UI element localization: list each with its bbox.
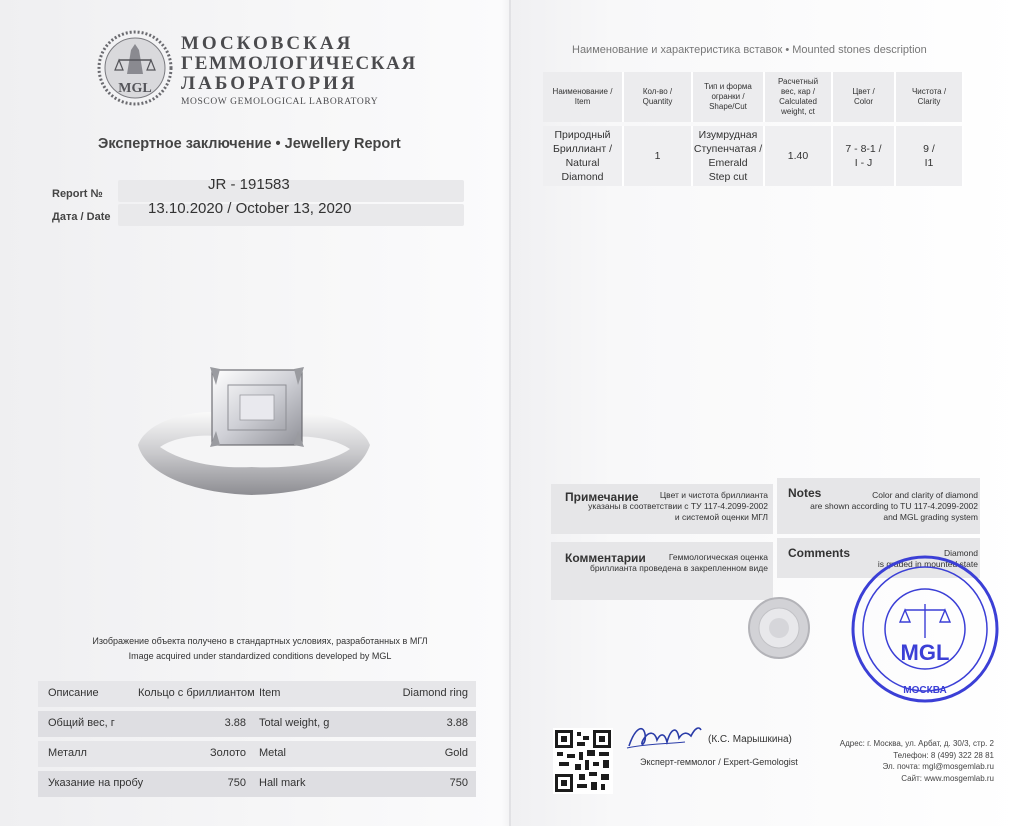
signer-role: Эксперт-геммолог / Expert-Gemologist: [640, 757, 798, 767]
report-title: Экспертное заключение • Jewellery Report: [98, 136, 401, 152]
image-caption-ru: Изображение объекта получено в стандартных условиях, разработанных в МГЛ: [92, 636, 428, 646]
notes-en-text: Color and clarity of diamond are shown according to TU 117-4.2099-2002 and MGL grading system: [810, 490, 978, 523]
stones-title: Наименование и характеристика вставок • Mounted stones description: [572, 44, 927, 56]
stones-cell-quantity: 1: [624, 126, 693, 186]
notes-ru-text: Цвет и чистота бриллианта указаны в соответствии с ТУ 117-4.2099-2002 и системой оценки МГЛ: [588, 490, 768, 523]
stones-cell-weight: 1.40: [765, 126, 833, 186]
report-date-label: Дата / Date: [52, 211, 111, 223]
item-row-metal: Металл Золото Metal Gold: [38, 741, 476, 767]
report-date-value: 13.10.2020 / October 13, 2020: [148, 200, 352, 217]
mgl-stamp-icon: [850, 548, 1000, 710]
stones-header-item: Наименование / Item: [543, 72, 624, 122]
stones-header-weight: Расчетный вес, кар / Calculated weight, ct: [765, 72, 833, 122]
comments-en-head: Comments: [788, 546, 851, 560]
item-row-hallmark: Указание на пробу 750 Hall mark 750: [38, 771, 476, 797]
stones-cell-shape: Изумрудная Ступенчатая / Emerald Step cut: [693, 126, 765, 186]
signer-name: (К.С. Марышкина): [708, 734, 792, 745]
stones-header-quantity: Кол-во / Quantity: [624, 72, 693, 122]
svg-text:МОСКВА: МОСКВА: [903, 685, 947, 696]
report-number-band: [118, 180, 464, 202]
report-number-value: JR - 191583: [208, 176, 290, 193]
item-row-weight: Общий вес, г 3.88 Total weight, g 3.88: [38, 711, 476, 737]
lab-name-ru-line2: ГЕММОЛОГИЧЕСКАЯ: [181, 53, 417, 74]
signature-icon: [625, 718, 705, 754]
notes-en-head: Notes: [788, 486, 822, 500]
qr-code-icon: [553, 728, 613, 794]
notes-ru-head: Примечание: [565, 490, 639, 504]
ring-image: [130, 355, 375, 505]
stones-cell-clarity: 9 / I1: [896, 126, 964, 186]
report-number-label: Report №: [52, 188, 103, 200]
image-caption-en: Image acquired under standardized conditions developed by MGL: [128, 651, 392, 661]
lab-name-en: MOSCOW GEMOLOGICAL LABORATORY: [181, 97, 379, 107]
mgl-logo-icon: [97, 30, 173, 106]
item-row-description: Описание Кольцо с бриллиантом Item Diamond ring: [38, 681, 476, 707]
comments-en-text: Diamond is graded in mounted state: [877, 548, 978, 570]
stones-header-shape: Тип и форма огранки / Shape/Cut: [693, 72, 765, 122]
comments-ru-text: Геммологическая оценка бриллианта проведена в закрепленном виде: [589, 552, 768, 574]
lab-address: Адрес: г. Москва, ул. Арбат, д. 30/3, стр. 2 Телефон: 8 (499) 322 28 81 Эл. почта: mgl@mosgemlab.ru Сайт: www.mosgemlab.ru: [839, 739, 994, 783]
lab-name-ru-line3: ЛАБОРАТОРИЯ: [181, 73, 358, 94]
stones-cell-item: Природный Бриллиант / Natural Diamond: [543, 126, 624, 186]
svg-text:MGL: MGL: [118, 81, 152, 96]
hologram-seal-icon: [745, 596, 813, 660]
stones-header-clarity: Чистота / Clarity: [896, 72, 964, 122]
comments-ru-head: Комментарии: [565, 551, 646, 565]
stones-header-color: Цвет / Color: [833, 72, 896, 122]
page-fold: [509, 0, 511, 826]
lab-name-ru-line1: МОСКОВСКАЯ: [181, 33, 354, 54]
svg-text:MGL: MGL: [900, 640, 950, 665]
stones-cell-color: 7 - 8-1 / I - J: [833, 126, 896, 186]
